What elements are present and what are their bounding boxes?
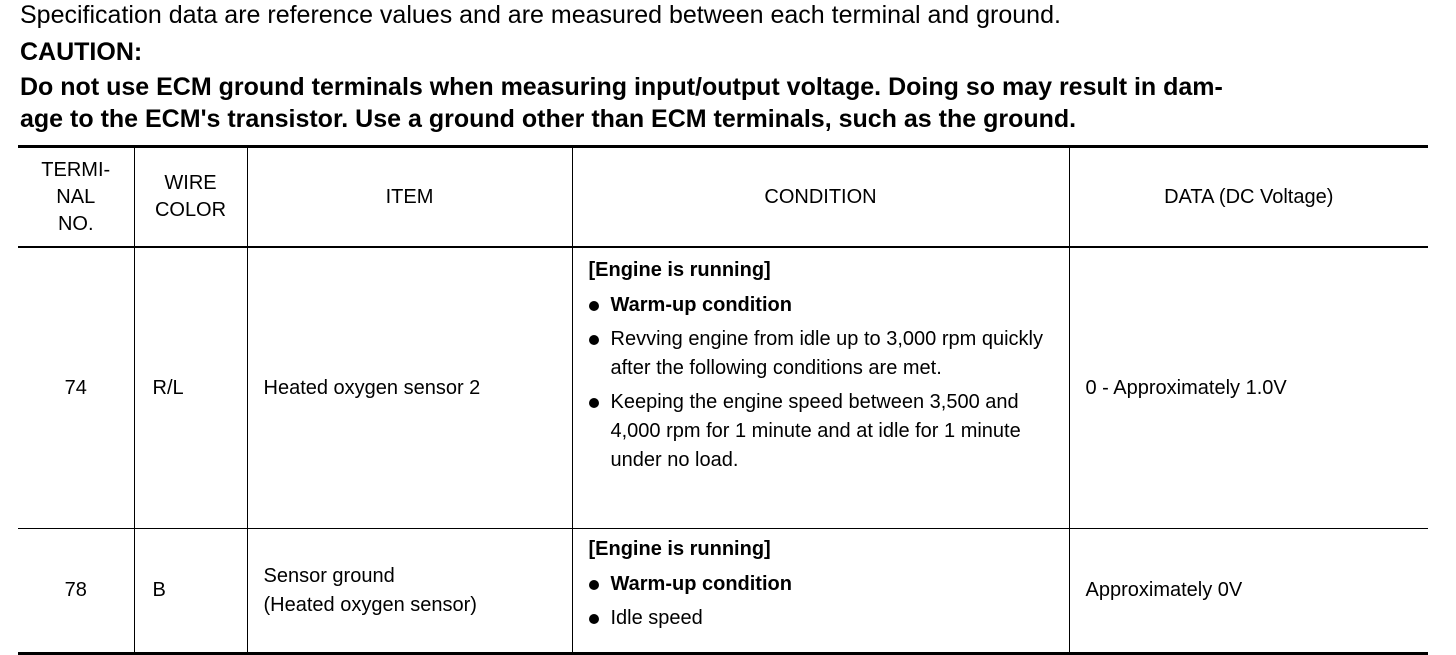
- data-value-cell: Approximately 0V: [1069, 529, 1428, 654]
- condition-bullet: Idle speed: [589, 604, 1057, 633]
- item-line: (Heated oxygen sensor): [263, 593, 477, 616]
- terminal-no-cell: 74: [18, 247, 134, 529]
- caution-line-2: age to the ECM's transistor. Use a ground other than ECM terminals, such as the ground.: [20, 105, 1077, 133]
- header-item: ITEM: [247, 147, 572, 248]
- wire-color-cell: B: [134, 529, 247, 654]
- table-row: [18, 247, 1428, 529]
- header-data: DATA (DC Voltage): [1069, 147, 1428, 248]
- item-line: Sensor ground: [263, 564, 395, 587]
- data-value-cell: 0 - Approximately 1.0V: [1069, 247, 1428, 529]
- wire-color-cell: R/L: [134, 247, 247, 529]
- condition-cell: [572, 529, 1069, 654]
- item-line: Heated oxygen sensor 2: [263, 376, 481, 399]
- intro-text: Specification data are reference values and are measured between each terminal and ground.: [20, 1, 1061, 29]
- caution-line-1: Do not use ECM ground terminals when measuring input/output voltage. Doing so may result in dam-: [20, 73, 1223, 101]
- condition-list: [589, 570, 1057, 633]
- caution-text: [20, 71, 1430, 135]
- condition-heading: [Engine is running]: [588, 259, 771, 281]
- condition-bullet: Keeping the engine speed between 3,500 and 4,000 rpm for 1 minute and at idle for 1 minute under no load.: [589, 388, 1057, 475]
- header-terminal-line: NAL: [56, 185, 96, 208]
- item-cell: [247, 247, 572, 529]
- header-wire-color: [134, 147, 247, 248]
- caution-heading: CAUTION:: [20, 38, 143, 66]
- condition-list: [589, 291, 1057, 475]
- terminal-spec-table: [18, 145, 1428, 655]
- table-header-row: [18, 147, 1428, 248]
- terminal-no-cell: 78: [18, 529, 134, 654]
- item-cell: [247, 529, 572, 654]
- condition-bullet: Warm-up condition: [589, 291, 1057, 320]
- header-wire-line: WIRE: [164, 172, 217, 194]
- header-wire-line: COLOR: [154, 199, 227, 221]
- table-row: [18, 529, 1428, 654]
- header-terminal-line: NO.: [57, 212, 94, 235]
- condition-heading: [Engine is running]: [588, 538, 771, 560]
- condition-cell: [572, 247, 1069, 529]
- header-terminal-line: TERMI-: [41, 158, 111, 181]
- condition-bullet: Revving engine from idle up to 3,000 rpm quickly after the following conditions are met.: [589, 325, 1057, 383]
- header-terminal-no: [18, 147, 134, 248]
- header-condition: CONDITION: [572, 147, 1069, 248]
- condition-bullet: Warm-up condition: [589, 570, 1057, 599]
